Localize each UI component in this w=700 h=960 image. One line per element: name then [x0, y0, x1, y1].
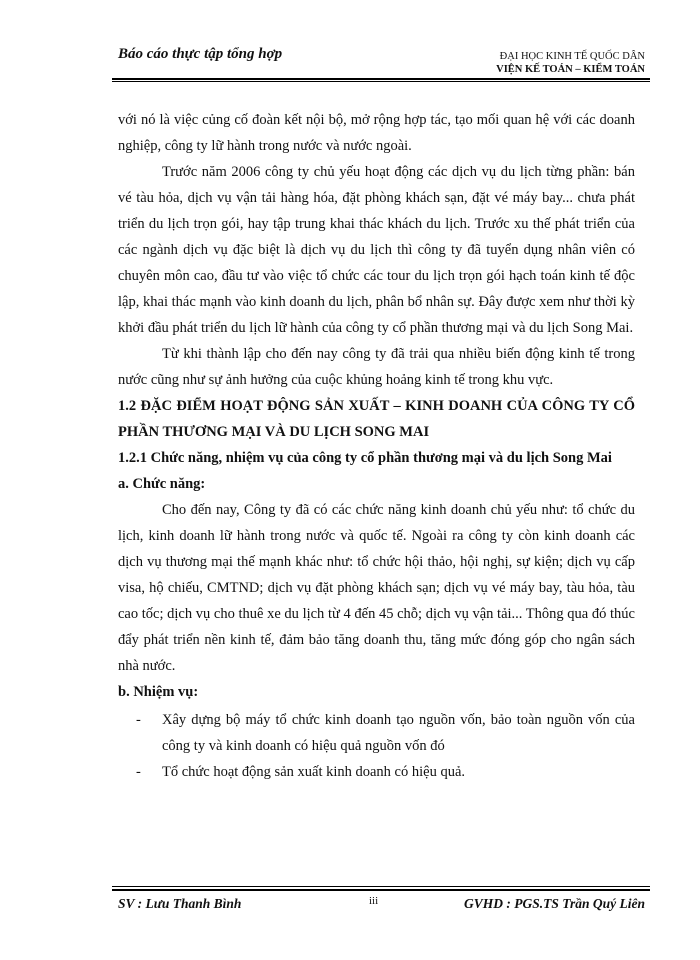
- section-heading-1-2: 1.2 ĐẶC ĐIỂM HOẠT ĐỘNG SẢN XUẤT – KINH DOANH CỦA CÔNG TY CỔ PHẦN THƯƠNG MẠI VÀ DU LỊCH SONG MAI: [118, 398, 635, 440]
- paragraph: Cho đến nay, Công ty đã có các chức năng kinh doanh chủ yếu như: tổ chức du lịch, kinh doanh lữ hành trong nước và quốc tế. Ngoài ra công ty còn kinh doanh các dịch vụ thương mại thế mạnh khác như: tổ chức hội thảo, hội nghị, sự kiện; dịch vụ cấp visa, hộ chiếu, CMTND; dịch vụ đặt phòng khách sạn; dịch vụ vé máy bay, tàu hỏa, tàu cao tốc; dịch vụ cho thuê xe du lịch từ 4 đến 45 chỗ; dịch vụ vận tải... Thông qua đó thúc đẩy phát triển nền kinh tế, đảm bảo tăng doanh thu, tăng mức đóng góp cho ngân sách nhà nước.: [118, 502, 635, 674]
- subsection-heading-1-2-1: 1.2.1 Chức năng, nhiệm vụ của công ty cổ phần thương mại và du lịch Song Mai: [118, 450, 612, 466]
- header-rule-thin: [112, 81, 650, 82]
- duties-list: [118, 707, 635, 785]
- list-item-text: Xây dựng bộ máy tổ chức kinh doanh tạo nguồn vốn, bảo toàn nguồn vốn của công ty và kinh doanh có hiệu quả nguồn vốn đó: [162, 712, 635, 754]
- footer-rule-thin: [112, 886, 650, 887]
- footer-rule-thick: [112, 889, 650, 891]
- bullet-dash: -: [136, 764, 141, 780]
- paragraph: với nó là việc củng cố đoàn kết nội bộ, mở rộng hợp tác, tạo mối quan hệ với các doanh nghiệp, công ty lữ hành trong nước và nước ngoài.: [118, 112, 635, 154]
- list-item: [118, 707, 635, 759]
- bullet-dash: -: [136, 712, 141, 728]
- university-name: ĐẠI HỌC KINH TẾ QUỐC DÂN: [499, 51, 645, 62]
- paragraph: Trước năm 2006 công ty chủ yếu hoạt động các dịch vụ du lịch từng phần: bán vé tàu hỏa, dịch vụ vận tải hàng hóa, đặt phòng khách sạn, đặt vé máy bay... chưa phát triển du lịch trọn gói, hay tập trung khai thác khách du lịch. Trước xu thế phát triển của các ngành dịch vụ đặc biệt là dịch vụ du lịch thì công ty đã tuyển dụng nhân viên có chuyên môn cao, đầu tư vào việc tổ chức các tour du lịch trọn gói hạch toán kinh tế độc lập, khai thác mạnh vào kinh doanh du lịch, phân bổ nhân sự. Đây được xem như thời kỳ khởi đầu phát triển du lịch lữ hành của công ty cổ phần thương mại và du lịch Song Mai.: [118, 164, 635, 336]
- student-name: SV : Lưu Thanh Bình: [118, 896, 242, 911]
- header-rule-thick: [112, 78, 650, 80]
- page-number: iii: [369, 895, 379, 907]
- list-item: [118, 759, 635, 785]
- heading-duties: b. Nhiệm vụ:: [118, 684, 199, 700]
- report-title: Báo cáo thực tập tổng hợp: [118, 46, 283, 62]
- body-content: [118, 107, 635, 785]
- list-item-text: Tổ chức hoạt động sản xuất kinh doanh có hiệu quả.: [162, 764, 466, 780]
- supervisor-name: GVHD : PGS.TS Trần Quý Liên: [463, 896, 645, 911]
- institution-block: [496, 50, 645, 76]
- paragraph: Từ khi thành lập cho đến nay công ty đã trải qua nhiều biến động kinh tế trong nước cũng như sự ảnh hưởng của cuộc khủng hoảng kinh tế trong khu vực.: [118, 346, 635, 388]
- heading-functions: a. Chức năng:: [118, 476, 206, 492]
- institute-name: VIỆN KẾ TOÁN – KIỂM TOÁN: [496, 64, 645, 75]
